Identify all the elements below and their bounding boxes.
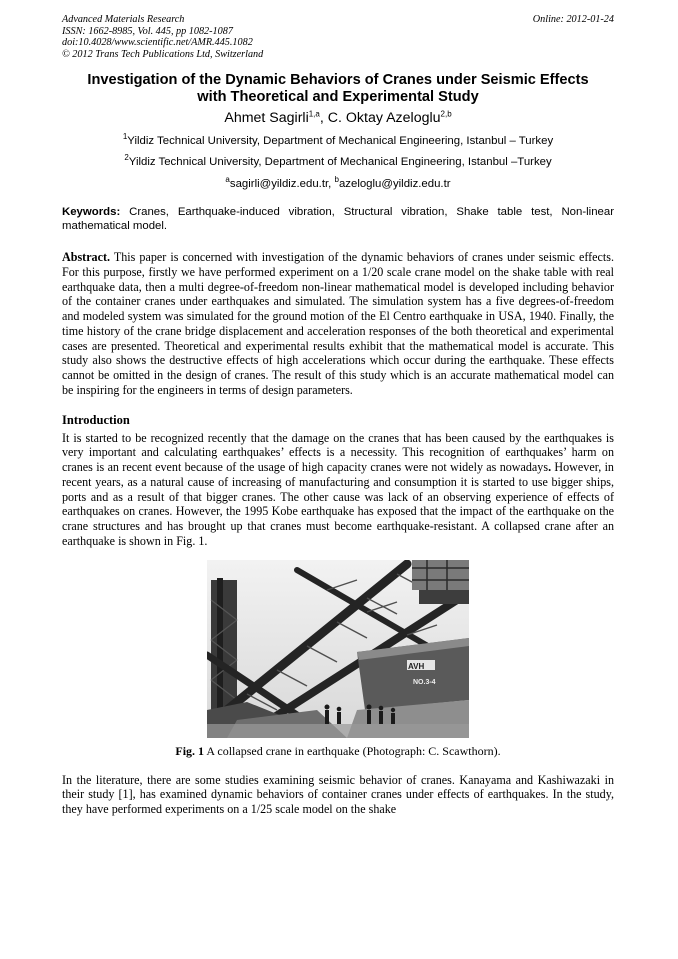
author-1-name: Ahmet Sagirli (224, 110, 309, 127)
journal-header (62, 14, 614, 60)
online-date: Online: 2012-01-24 (532, 14, 614, 25)
keywords (62, 206, 614, 233)
introduction-paragraph-1 (62, 431, 614, 549)
crane-label-number: NO.3-4 (413, 678, 436, 686)
journal-copyright: © 2012 Trans Tech Publications Ltd, Switzerland (62, 48, 264, 60)
journal-name: Advanced Materials Research (62, 14, 185, 25)
figure-1-caption-text: A collapsed crane in earthquake (Photograph: C. Scawthorn). (204, 743, 501, 758)
author-2-affiliation-mark: 2,b (440, 109, 452, 119)
abstract (62, 250, 614, 398)
affiliation-1-mark: 1 (122, 132, 128, 142)
journal-doi: doi:10.4028/www.scientific.net/AMR.445.1082 (62, 37, 253, 49)
affiliation-2-text: Yildiz Technical University, Department of Mechanical Engineering, Istanbul –Turkey (128, 156, 552, 169)
email-a-link[interactable]: sagirli@yildiz.edu.tr, (229, 178, 335, 191)
author-separator: , (319, 110, 328, 127)
author-1-affiliation-mark: 1,a (308, 109, 320, 119)
affiliation-2-mark: 2 (124, 153, 129, 163)
abstract-text: This paper is concerned with investigation of the dynamic behaviors of cranes under seismic effects. For this purpose, firstly we have performed experiment on a 1/20 scale crane model on the shake table with real earthquake data, then a multi degree-of-freedom non-linear mathematical model is developed including behavior of the container cranes under earthquakes and simulated. The simulation system has a five degrees-of-freedom and modeled system was simulated for the ground motion of the El Centro earthquake in USA, 1940. Finally, the time history of the crane bridge displacement and acceleration responses of the both theoretical and experimental cases are presented. Theoretical and experimental results exhibit that the mathematical model is accurate. This study also shows the destructive effects of high accelerations which occur during the earthquake. These effects cannot be omitted in the design of cranes. The result of this study which is an accurate mathematical model can be inspiring for the engineers in terms of design parameters. (62, 250, 614, 397)
introduction-heading: Introduction (62, 412, 130, 427)
affiliation-1 (62, 134, 614, 148)
introduction-paragraph-1-part-a: It is started to be recognized recently that the damage on the cranes that has been caused by the earthquakes is very important and calculating earthquakes’ effects is a necessity. This recognition of earthquakes’ harm on cranes is an recent event because of the usage of high capacity cranes were not widely as nowadays (62, 430, 614, 475)
figure-1-label: Fig. 1 (175, 743, 205, 758)
crane-label-avh: AVH (408, 661, 425, 671)
paper-title-line-2: with Theoretical and Experimental Study (197, 89, 479, 106)
affiliation-1-text: Yildiz Technical University, Department of Mechanical Engineering, Istanbul – Turkey (127, 135, 554, 148)
author-list (62, 109, 614, 127)
affiliation-2 (62, 155, 614, 169)
figure-1-caption (62, 744, 614, 758)
paper-title-line-1: Investigation of the Dynamic Behaviors of Cranes under Seismic Effects (87, 72, 589, 89)
paper-title (62, 72, 614, 106)
collapsed-crane-photo (207, 560, 469, 738)
email-b-link[interactable]: azeloglu@yildiz.edu.tr (338, 178, 451, 191)
author-emails (62, 177, 614, 191)
keywords-text: Cranes, Earthquake-induced vibration, Structural vibration, Shake table test, Non-linear mathematical model. (62, 206, 614, 232)
abstract-label: Abstract. (62, 250, 111, 265)
journal-issn: ISSN: 1662-8985, Vol. 445, pp 1082-1087 (62, 25, 233, 37)
introduction-paragraph-1-part-b: However, in recent years, as a natural cause of increasing of manufacturing and consumption it is started to use bigger ships, ports and as a result of that bigger cranes. The other cause was lack of an observing experience of effects of earthquakes on cranes. However, the 1995 Kobe earthquake has exposed that the impact of the earthquake on the crane structures and has brought up that cranes must become earthquake-resistant. A collapsed crane after an earthquake is shown in Fig. 1. (62, 460, 614, 548)
introduction-paragraph-2: In the literature, there are some studies examining seismic behavior of cranes. Kanayama and Kashiwazaki in their study [1], has examined dynamic behaviors of container cranes under effects of earthquakes. In the study, they have performed experiments on a 1/25 scale model on the shake (62, 772, 614, 817)
paper-page (62, 14, 614, 817)
introduction-paragraph-1-bold-period: . (548, 460, 552, 475)
email-a-mark: a (225, 175, 230, 185)
keywords-label: Keywords: (62, 206, 121, 219)
email-b-mark: b (334, 175, 339, 185)
author-2-name: C. Oktay Azeloglu (327, 110, 441, 127)
